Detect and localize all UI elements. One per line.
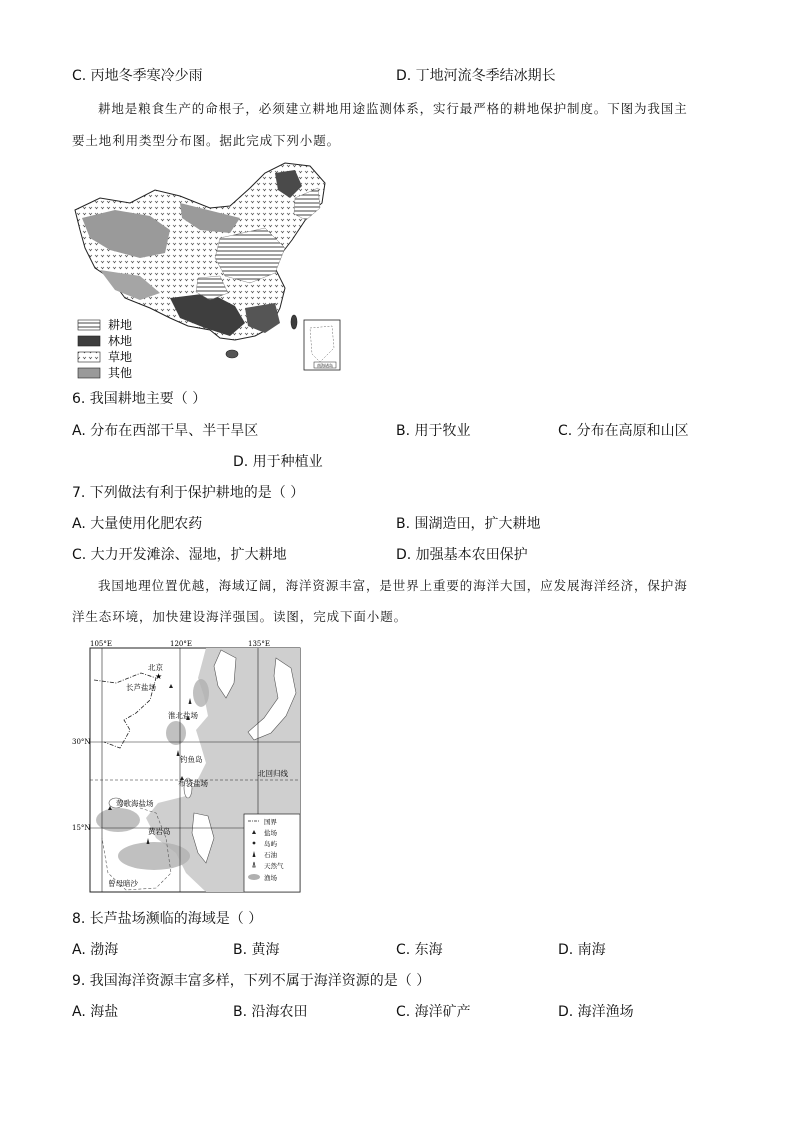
taiwan-island xyxy=(291,315,297,329)
map2-legend-border: 国界 xyxy=(264,818,277,826)
label-yinggehai: 莺歌海盐场 xyxy=(116,799,154,808)
q7-option-c: C. 大力开发滩涂、湿地，扩大耕地 xyxy=(72,547,287,563)
q6-option-b: B. 用于牧业 xyxy=(396,423,471,439)
legend-swatch-forest xyxy=(78,336,100,346)
legend-label-grassland: 草地 xyxy=(108,350,133,364)
label-beijing: 北京 xyxy=(148,663,163,672)
q9-option-d: D. 海洋渔场 xyxy=(558,1004,634,1020)
label-huangyan: 黄岩岛 xyxy=(148,827,171,836)
q8-stem: 8. 长芦盐场濒临的海域是（ ） xyxy=(72,911,263,927)
label-changlu: 长芦盐场 xyxy=(126,683,156,692)
hainan-island xyxy=(226,350,238,358)
q7-option-d: D. 加强基本农田保护 xyxy=(396,547,528,563)
label-diaoyu: 钓鱼岛 xyxy=(180,755,203,764)
intro1-line1: 耕地是粮食生产的命根子，必须建立耕地用途监测体系，实行最严格的耕地保护制度。下图为我国主 xyxy=(98,101,688,116)
label-tropic: 北回归线 xyxy=(258,769,288,778)
intro2-line1: 我国地理位置优越，海域辽阔，海洋资源丰富，是世界上重要的海洋大国，应发展海洋经济，保护海 xyxy=(98,578,688,593)
legend-label-cropland: 耕地 xyxy=(108,318,133,332)
legend-swatch-other xyxy=(78,368,100,378)
q7-option-b: B. 围湖造田，扩大耕地 xyxy=(396,516,541,532)
lat-label-15: 15°N xyxy=(72,824,91,832)
map2-legend-gas: 天然气 xyxy=(264,862,284,870)
fishing-ground-bohai xyxy=(193,679,209,707)
land-use-map xyxy=(70,158,345,383)
label-budai: 布袋盐场 xyxy=(178,779,208,788)
legend-swatch-cropland xyxy=(78,320,100,330)
map2-legend-oil: 石油 xyxy=(264,851,277,859)
map2-legend-island: 岛屿 xyxy=(264,840,277,848)
q6-option-a: A. 分布在西部干旱、半干旱区 xyxy=(72,423,259,439)
intro2-line2: 洋生态环境，加快建设海洋强国。读图，完成下面小题。 xyxy=(72,609,408,624)
q9-option-b: B. 沿海农田 xyxy=(233,1004,308,1020)
legend-label-other: 其他 xyxy=(108,366,133,380)
q6-stem: 6. 我国耕地主要（ ） xyxy=(72,391,207,407)
lon-label-135: 135°E xyxy=(248,640,270,648)
q9-stem: 9. 我国海洋资源丰富多样，下列不属于海洋资源的是（ ） xyxy=(72,973,431,989)
q8-option-d: D. 南海 xyxy=(558,942,606,958)
fishing-ground-south xyxy=(118,842,190,870)
lat-label-30: 30°N xyxy=(72,738,91,746)
q6-option-c: C. 分布在高原和山区 xyxy=(558,423,689,439)
option-c-prev: C. 丙地冬季寒冷少雨 xyxy=(72,68,203,84)
q9-option-c: C. 海洋矿产 xyxy=(396,1004,471,1020)
lon-label-105: 105°E xyxy=(90,640,112,648)
q8-option-b: B. 黄海 xyxy=(233,942,280,958)
beijing-star: ★ xyxy=(155,672,163,681)
lon-label-120: 120°E xyxy=(170,640,192,648)
fishing-ground-east xyxy=(166,721,186,745)
inset-label: 南海诸岛 xyxy=(317,363,333,368)
fishing-ground-south-west xyxy=(96,808,140,832)
option-d-prev: D. 丁地河流冬季结冰期长 xyxy=(396,68,556,84)
map2-legend-salt: 盐场 xyxy=(264,829,277,837)
q6-option-d: D. 用于种植业 xyxy=(233,454,323,470)
q8-option-a: A. 渤海 xyxy=(72,942,119,958)
marine-resources-map xyxy=(72,638,304,894)
legend-swatch-grassland xyxy=(78,352,100,362)
q8-option-c: C. 东海 xyxy=(396,942,443,958)
q9-option-a: A. 海盐 xyxy=(72,1004,119,1020)
q7-stem: 7. 下列做法有利于保护耕地的是（ ） xyxy=(72,485,305,501)
q7-option-a: A. 大量使用化肥农药 xyxy=(72,516,203,532)
intro1-line2: 要土地利用类型分布图。据此完成下列小题。 xyxy=(72,133,341,148)
map2-legend-fishing: 渔场 xyxy=(264,874,277,882)
label-huaibei: 淮北盐场 xyxy=(168,711,198,720)
legend-label-forest: 林地 xyxy=(108,334,133,348)
label-zengmu: 曾母暗沙 xyxy=(108,879,138,888)
